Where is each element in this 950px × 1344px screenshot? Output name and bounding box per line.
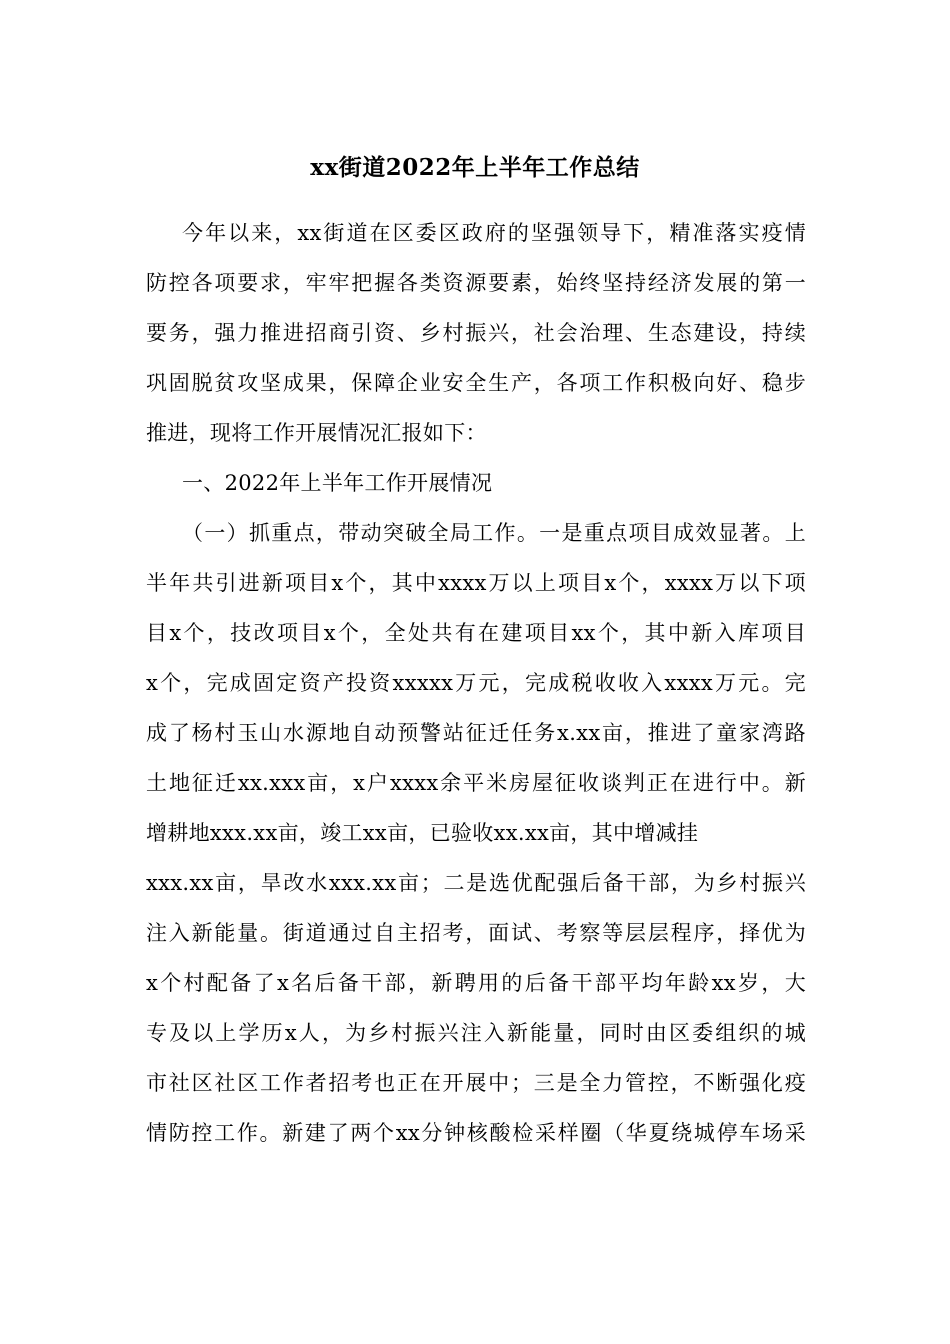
document-title: xx街道2022年上半年工作总结 xyxy=(310,154,640,181)
section-heading: 一、2022年上半年工作开展情况 xyxy=(182,471,493,495)
paragraph-line: 成了杨村玉山水源地自动预警站征迁任务x.xx亩，推进了童家湾路 xyxy=(146,721,806,745)
paragraph-line: 目x个，技改项目x个，全处共有在建项目xx个，其中新入库项目 xyxy=(146,621,806,645)
paragraph-line: 防控各项要求，牢牢把握各类资源要素，始终坚持经济发展的第一 xyxy=(146,271,806,295)
paragraph-line: x个村配备了x名后备干部，新聘用的后备干部平均年龄xx岁，大 xyxy=(146,971,806,995)
paragraph-line: xxx.xx亩，旱改水xxx.xx亩；二是选优配强后备干部，为乡村振兴 xyxy=(146,871,806,895)
document-body xyxy=(146,215,806,1165)
paragraph-line: 要务，强力推进招商引资、乡村振兴，社会治理、生态建设，持续 xyxy=(146,321,806,345)
paragraph-line: 市社区社区工作者招考也正在开展中；三是全力管控，不断强化疫 xyxy=(146,1071,806,1095)
paragraph-line: x个，完成固定资产投资xxxxx万元，完成税收收入xxxx万元。完 xyxy=(146,671,806,695)
paragraph-line: 今年以来，xx街道在区委区政府的坚强领导下，精准落实疫情 xyxy=(182,221,806,245)
paragraph-line: （一）抓重点，带动突破全局工作。一是重点项目成效显著。上 xyxy=(182,521,806,545)
paragraph-line: 专及以上学历x人，为乡村振兴注入新能量，同时由区委组织的城 xyxy=(146,1021,806,1045)
paragraph-line: 半年共引进新项目x个，其中xxxx万以上项目x个，xxxx万以下项 xyxy=(146,571,806,595)
paragraph-line: 土地征迁xx.xxx亩，x户xxxx余平米房屋征收谈判正在进行中。新 xyxy=(146,771,806,795)
paragraph-line: 推进，现将工作开展情况汇报如下： xyxy=(146,421,487,445)
paragraph-line: 巩固脱贫攻坚成果，保障企业安全生产，各项工作积极向好、稳步 xyxy=(146,371,806,395)
paragraph-line: 增耕地xxx.xx亩，竣工xx亩，已验收xx.xx亩，其中增减挂 xyxy=(146,821,699,845)
paragraph-line: 情防控工作。新建了两个xx分钟核酸检采样圈（华夏绕城停车场采 xyxy=(146,1121,806,1145)
paragraph-line: 注入新能量。街道通过自主招考，面试、考察等层层程序，择优为 xyxy=(146,921,806,945)
